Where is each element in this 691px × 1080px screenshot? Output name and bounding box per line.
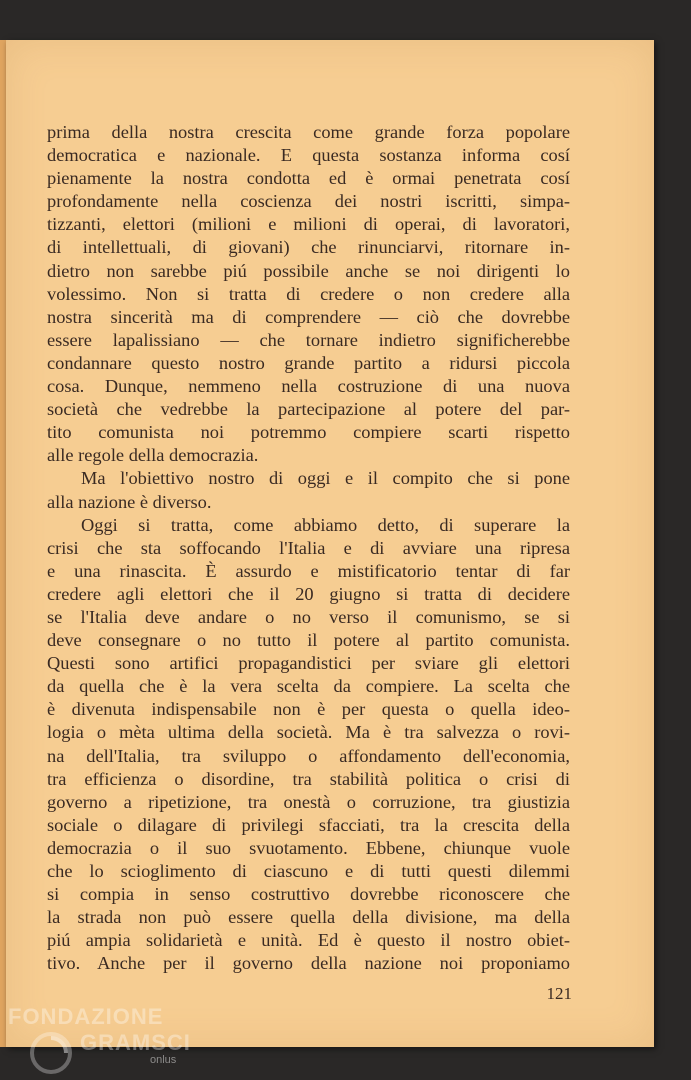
text-line: di intellettuali, di giovani) che rinunciarvi, ritornare in-	[47, 237, 570, 258]
text-line: società che vedrebbe la partecipazione al potere del par-	[47, 399, 570, 420]
text-line: alla nazione è diverso.	[47, 491, 212, 512]
text-line: nostra sincerità ma di comprendere — ciò che dovrebbe	[47, 306, 570, 327]
text-line: da quella che è la vera scelta da compiere. La scelta che	[47, 676, 570, 697]
text-line: na dell'Italia, tra sviluppo o affondamento dell'economia,	[47, 745, 570, 766]
watermark-line1: FONDAZIONE	[8, 1004, 164, 1029]
text-line: prima della nostra crescita come grande forza popolare	[47, 122, 570, 142]
text-line: pienamente la nostra condotta ed è ormai penetrata cosí	[47, 168, 570, 189]
text-line: la strada non può essere quella della divisione, ma della	[47, 907, 570, 928]
text-line: se l'Italia deve andare o no verso il comunismo, se si	[47, 606, 570, 627]
text-line: credere agli elettori che il 20 giugno si tratta di decidere	[47, 583, 570, 604]
text-line: tito comunista noi potremmo compiere scarti rispetto	[47, 422, 570, 443]
text-line: essere lapalissiano — che tornare indietro significherebbe	[47, 329, 570, 350]
text-line: logia o mèta ultima della società. Ma è tra salvezza o rovi-	[47, 722, 570, 743]
text-line: tra efficienza o disordine, tra stabilità politica o crisi di	[47, 768, 570, 789]
text-line: democrazia o il suo svuotamento. Ebbene, chiunque vuole	[47, 837, 570, 858]
body-text	[47, 121, 570, 975]
text-line: piú ampia solidarietà e unità. Ed è questo il nostro obiet-	[47, 930, 570, 951]
text-line: è divenuta indispensabile non è per questa o quella ideo-	[47, 699, 570, 720]
text-line: e una rinascita. È assurdo e mistificatorio tentar di far	[47, 560, 570, 581]
text-line: governo a ripetizione, tra onestà o corruzione, tra giustizia	[47, 791, 570, 812]
text-line: che lo scioglimento di ciascuno e di tutti questi dilemmi	[47, 861, 570, 881]
text-line: deve consegnare o no tutto il potere al partito comunista.	[47, 630, 570, 651]
text-line: democratica e nazionale. E questa sostanza informa cosí	[47, 145, 570, 166]
text-line: tivo. Anche per il governo della nazione noi proponiamo	[47, 953, 570, 974]
text-line: Oggi si tratta, come abbiamo detto, di superare la	[81, 514, 570, 535]
text-line: profondamente nella coscienza dei nostri iscritti, simpa-	[47, 191, 570, 212]
text-line: volessimo. Non si tratta di credere o non credere alla	[47, 283, 570, 304]
text-line: condannare questo nostro grande partito a ridursi piccola	[47, 352, 570, 373]
watermark	[8, 1004, 228, 1076]
text-line: crisi che sta soffocando l'Italia e di avviare una ripresa	[47, 537, 570, 558]
text-line: Ma l'obiettivo nostro di oggi e il compito che si pone	[81, 468, 570, 489]
text-line: Questi sono artifici propagandistici per sviare gli elettori	[47, 653, 570, 674]
page-number: 121	[546, 984, 572, 1003]
watermark-line2: GRAMSCI	[80, 1030, 191, 1055]
text-line: tizzanti, elettori (milioni e milioni di operai, di lavoratori,	[47, 214, 570, 235]
text-line: si compia in senso costruttivo dovrebbe riconoscere che	[47, 884, 570, 905]
watermark-suffix: onlus	[150, 1054, 177, 1066]
text-line: sociale o dilagare di privilegi sfacciati, tra la crescita della	[47, 814, 570, 835]
gramsci-logo-icon	[28, 1030, 74, 1076]
text-line: cosa. Dunque, nemmeno nella costruzione di una nuova	[47, 376, 570, 397]
text-line: alle regole della democrazia.	[47, 445, 259, 466]
text-line: dietro non sarebbe piú possibile anche se noi dirigenti lo	[47, 260, 570, 281]
